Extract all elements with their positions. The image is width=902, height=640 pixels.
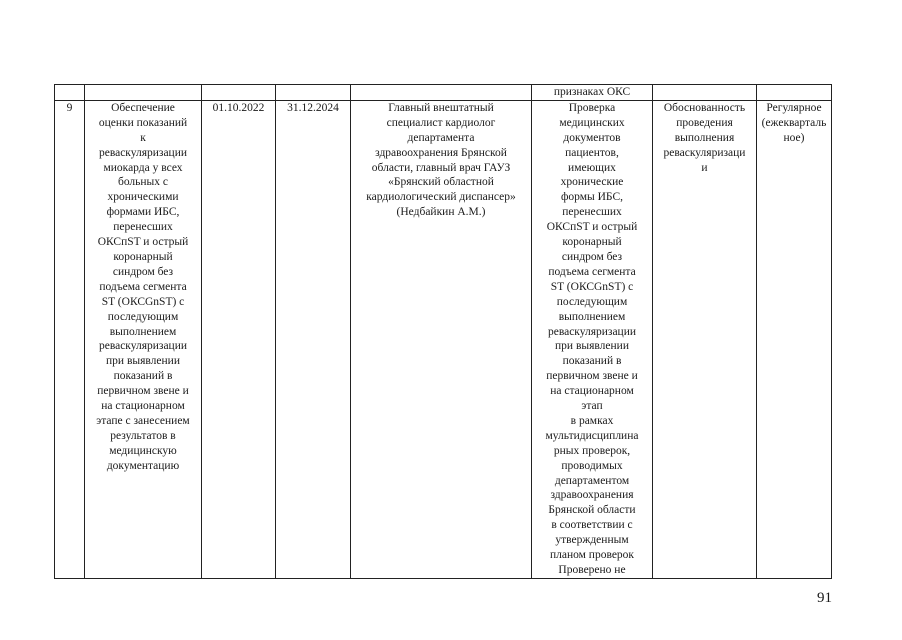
- measure-cell: Обеспечение оценки показаний к реваскуляризации миокарда у всех больных с хроническими формами ИБС, перенесших ОКСпST и острый коронарный синдром без подъема сегмента ST (ОКСGnST) с последующим выполнением реваскуляризации при выявлении показаний в первичном звене и на стационарном этапе с занесением результатов в медицинскую документацию: [85, 100, 202, 578]
- periodicity-cell: Регулярное (ежекварталь ное): [757, 100, 832, 578]
- continuation-result-cell: признаках ОКС: [532, 85, 653, 101]
- cell-empty: [202, 85, 276, 101]
- cell-empty: [757, 85, 832, 101]
- table-row: [55, 100, 832, 578]
- page-number: 91: [817, 590, 832, 606]
- indicator-cell: Обоснованность проведения выполнения реваскуляризаци и: [653, 100, 757, 578]
- cell-empty: [276, 85, 351, 101]
- cell-empty: [85, 85, 202, 101]
- responsible-cell: Главный внештатный специалист кардиолог департамента здравоохранения Брянской области, главный врач ГАУЗ «Брянский областной кардиологический диспансер» (Недбайкин А.М.): [351, 100, 532, 578]
- cell-empty: [653, 85, 757, 101]
- start-date-cell: 01.10.2022: [202, 100, 276, 578]
- row-number-cell: 9: [55, 100, 85, 578]
- result-cell: Проверка медицинских документов пациентов, имеющих хронические формы ИБС, перенесших ОКСпST и острый коронарный синдром без подъема сегмента ST (ОКСGnST) с последующим выполнением реваскуляризации при выявлении показаний в первичном звене и на стационарном этап в рамках мультидисциплина рных проверок, проводимых департаментом здравоохранения Брянской области в соответствии с утвержденным планом проверок Проверено не: [532, 100, 653, 578]
- continuation-row: [55, 85, 832, 101]
- cell-empty: [351, 85, 532, 101]
- action-plan-table: [54, 84, 832, 579]
- cell-empty: [55, 85, 85, 101]
- end-date-cell: 31.12.2024: [276, 100, 351, 578]
